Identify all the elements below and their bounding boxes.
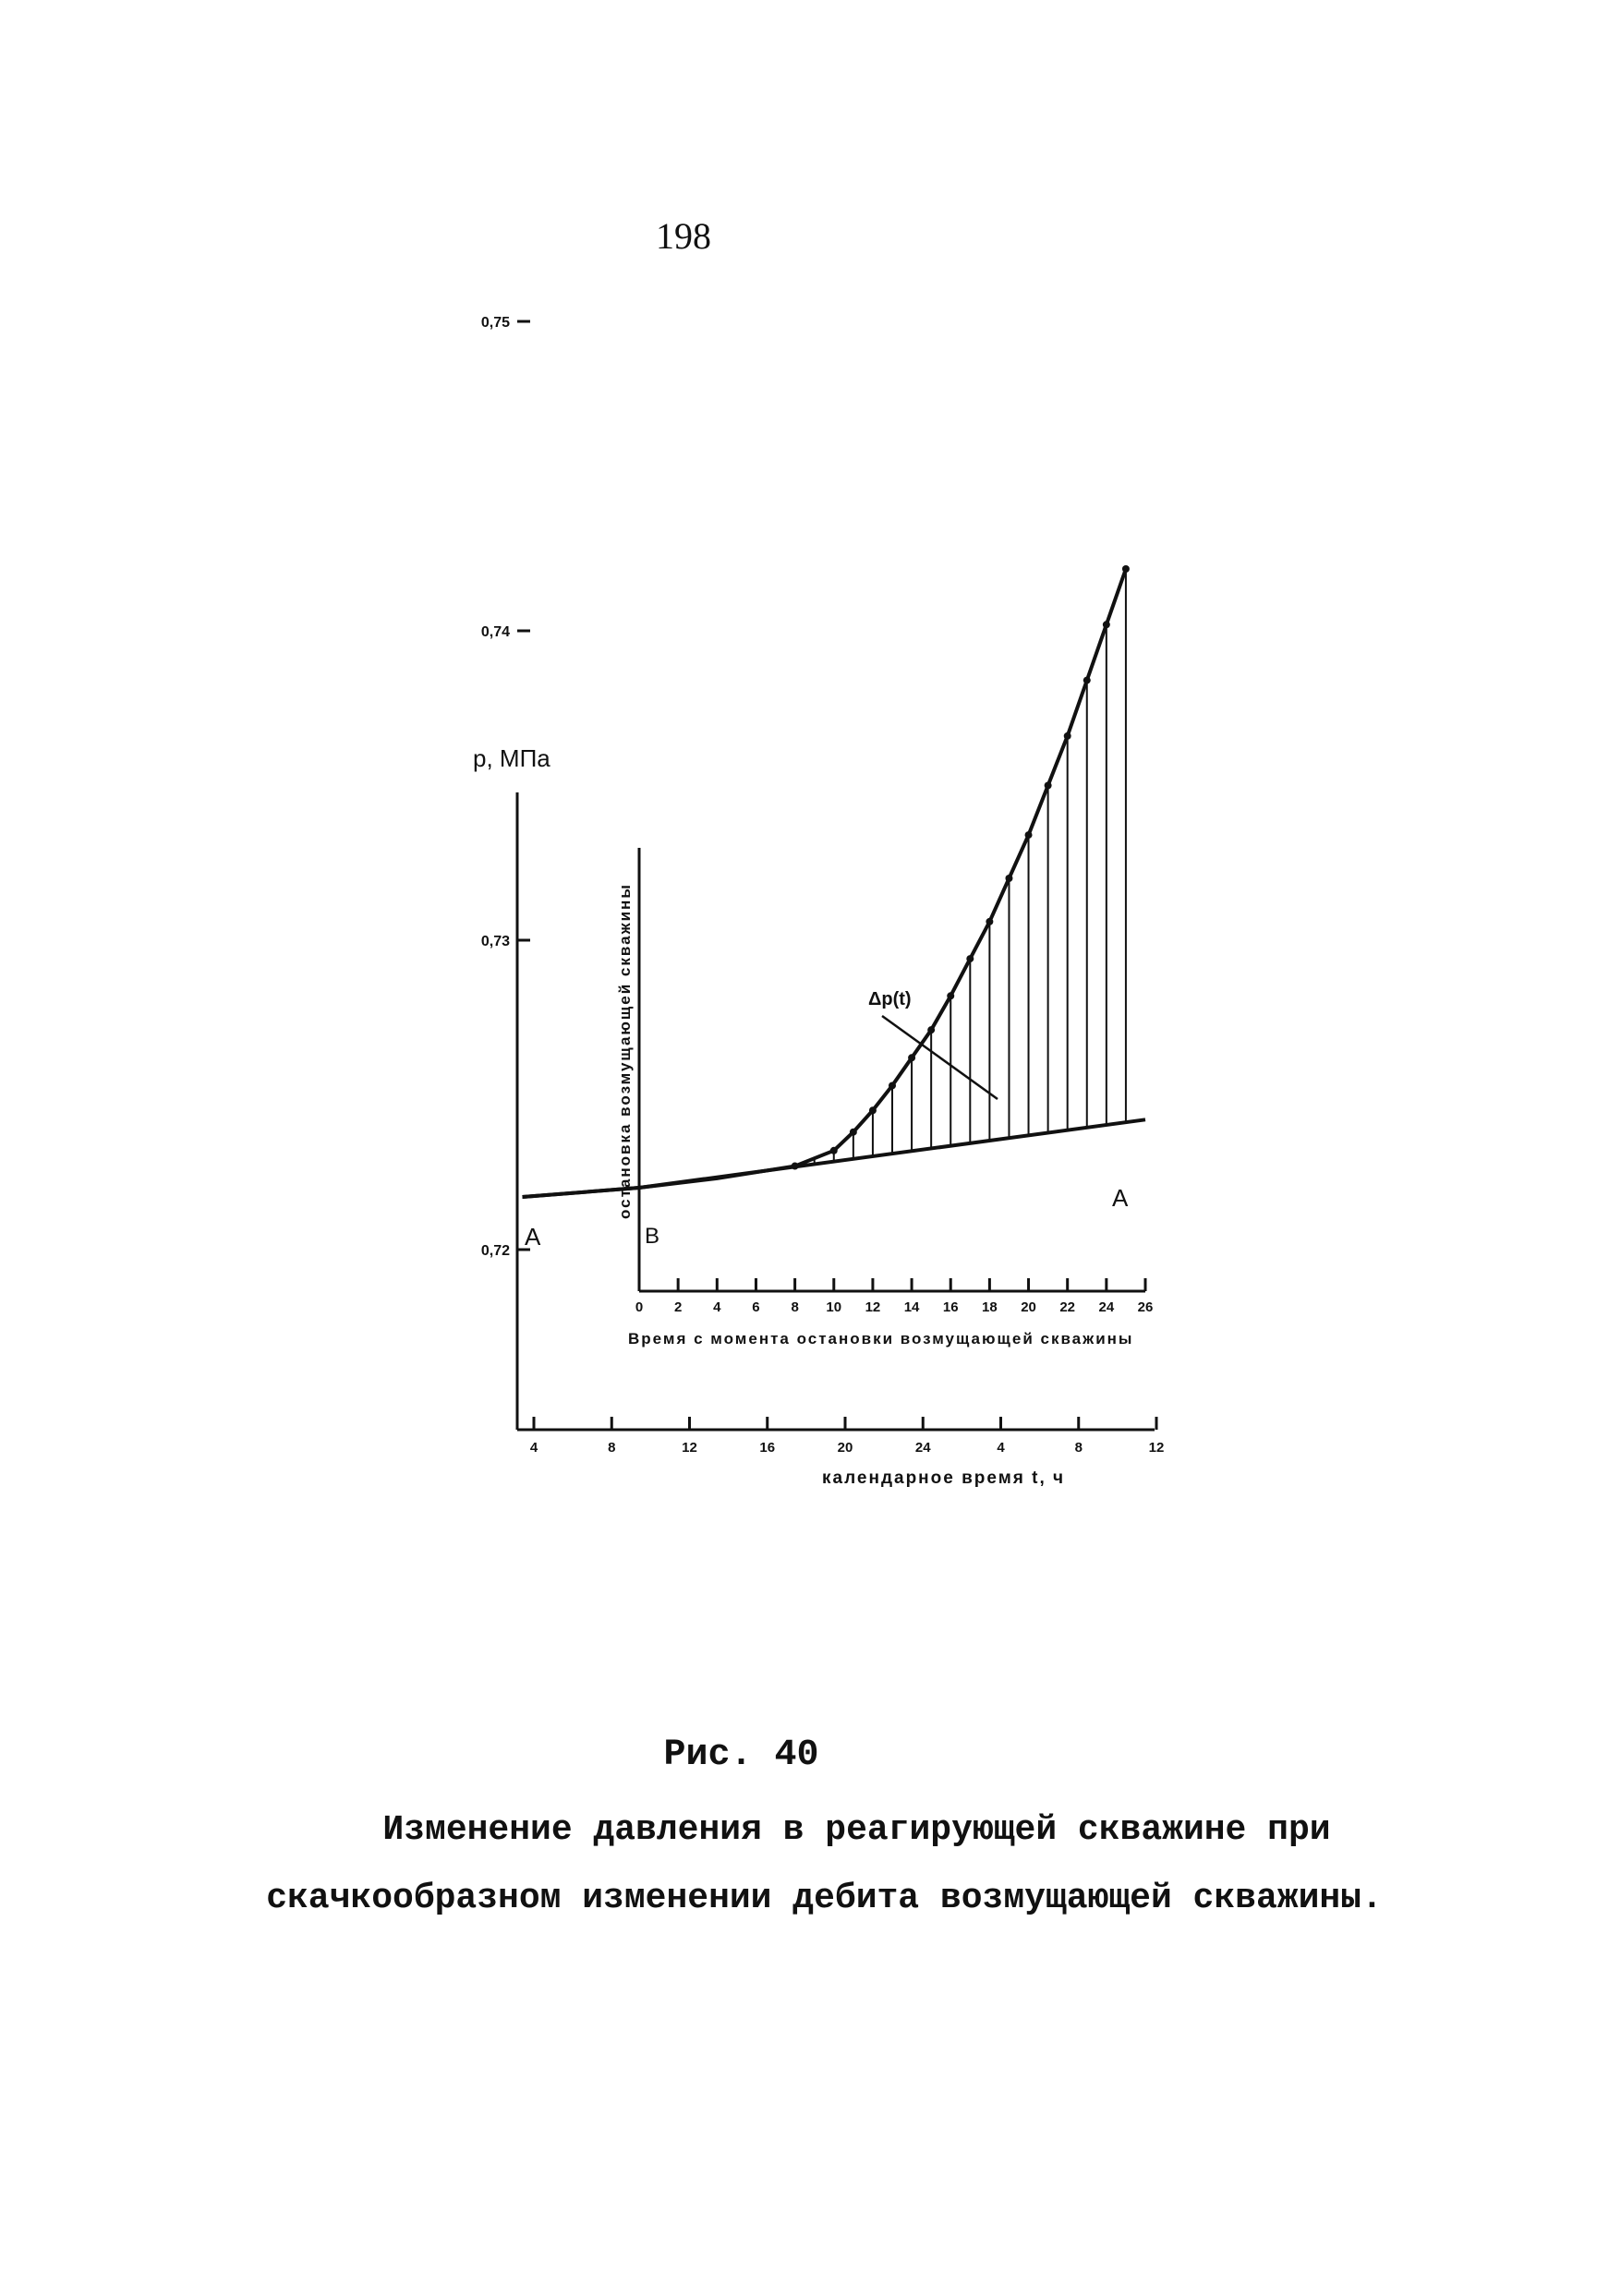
- data-point: [986, 918, 993, 925]
- outer-x-tick-label: 24: [914, 1440, 931, 1456]
- point-a-left: A: [525, 1223, 541, 1251]
- data-point: [869, 1106, 877, 1114]
- inner-x-tick-label: 22: [1059, 1299, 1076, 1315]
- outer-x-tick-label: 8: [1074, 1440, 1083, 1456]
- figure-label: Рис. 40: [663, 1734, 819, 1776]
- inner-x-tick-label: 2: [673, 1299, 683, 1315]
- y-tick-label: 0,72: [480, 1243, 510, 1259]
- data-point: [927, 1026, 935, 1033]
- figure-caption-line-2: скачкообразном изменении дебита возмущающей скважины.: [266, 1879, 1383, 1918]
- inner-x-tick-label: 12: [865, 1299, 881, 1315]
- data-point: [947, 992, 954, 999]
- inner-x-tick-label: 6: [752, 1299, 760, 1315]
- inner-x-tick-label: 16: [942, 1299, 959, 1315]
- data-point: [1045, 782, 1052, 790]
- outer-x-tick-label: 12: [682, 1440, 697, 1456]
- point-a-right: A: [1112, 1184, 1129, 1212]
- outer-x-tick-label: 12: [1148, 1440, 1165, 1456]
- inner-x-tick-label: 26: [1137, 1299, 1154, 1315]
- data-point: [1103, 621, 1110, 628]
- data-point: [830, 1147, 838, 1154]
- data-point: [1083, 677, 1091, 684]
- y-tick-label: 0,73: [480, 934, 510, 949]
- y-axis-label: p, МПа: [473, 744, 550, 772]
- data-point: [966, 955, 974, 962]
- y-tick-label: 0,75: [480, 315, 510, 331]
- y-tick-label: 0,74: [480, 624, 510, 640]
- point-b: B: [645, 1224, 660, 1249]
- data-point: [1122, 565, 1130, 573]
- annotation-leader: [882, 1016, 998, 1099]
- inner-x-axis-label: Время с момента остановки возмущающей скважины: [628, 1330, 1134, 1347]
- inner-x-tick-label: 24: [1098, 1299, 1115, 1315]
- figure-caption-line-1: Изменение давления в реагирующей скважине при: [382, 1810, 1331, 1850]
- inner-x-tick-label: 14: [903, 1299, 920, 1315]
- outer-x-tick-label: 16: [759, 1440, 776, 1456]
- inner-x-tick-label: 10: [826, 1299, 842, 1315]
- data-point: [1064, 732, 1071, 740]
- outer-x-axis-label: календарное время t, ч: [822, 1468, 1066, 1488]
- inner-x-tick-label: 8: [791, 1299, 799, 1315]
- outer-x-tick-label: 4: [529, 1440, 538, 1456]
- annotation-delta-p: Δp(t): [868, 989, 912, 1009]
- data-point: [1005, 875, 1012, 882]
- data-point: [792, 1163, 799, 1170]
- inner-x-tick-label: 4: [713, 1299, 721, 1315]
- data-point: [1025, 831, 1033, 839]
- inner-x-tick-label: 18: [982, 1299, 998, 1315]
- outer-x-tick-label: 8: [608, 1440, 616, 1456]
- inner-x-tick-label: 0: [635, 1299, 644, 1315]
- vertical-line-label: остановка возмущающей скважины: [616, 883, 634, 1219]
- page-number: 198: [656, 215, 711, 257]
- outer-x-tick-label: 4: [997, 1440, 1005, 1456]
- outer-x-tick-label: 20: [837, 1440, 853, 1456]
- data-point: [889, 1082, 896, 1089]
- series-pressure-curve: [523, 569, 1126, 1197]
- data-point: [908, 1054, 915, 1061]
- inner-x-tick-label: 20: [1021, 1299, 1036, 1315]
- data-point: [850, 1129, 857, 1136]
